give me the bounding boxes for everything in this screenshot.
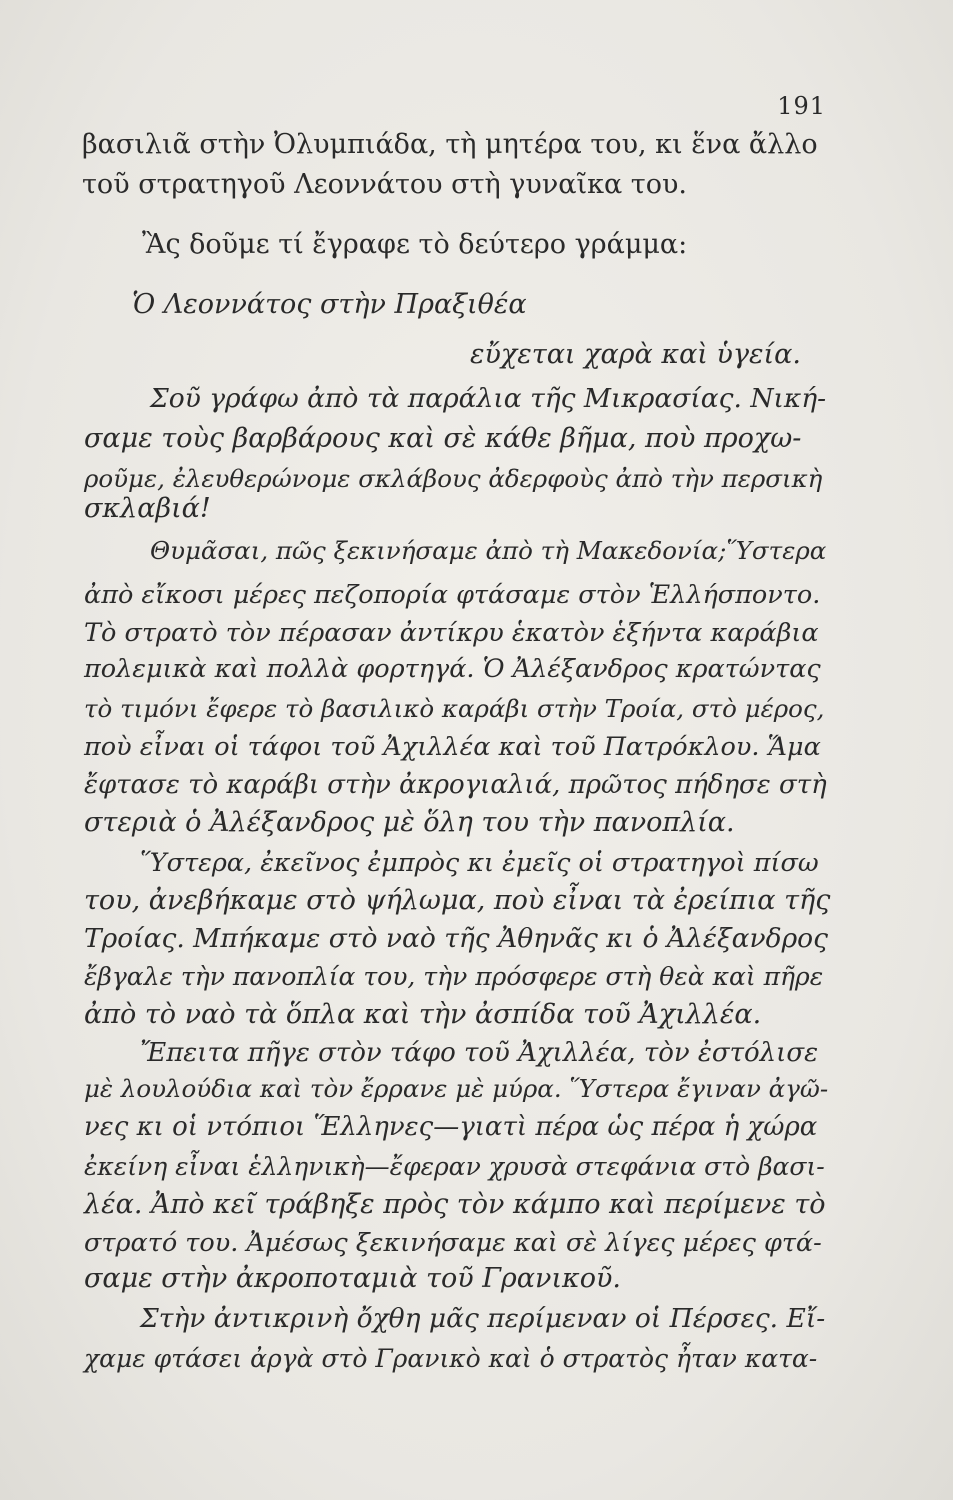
- text-line: ἀπὸ τὸ ναὸ τὰ ὅπλα καὶ τὴν ἀσπίδα τοῦ Ἀχιλλέα.: [84, 999, 762, 1030]
- page-number: 191: [777, 92, 826, 120]
- text-line: σκλαβιά!: [84, 493, 211, 524]
- text-line: ἔφτασε τὸ καράβι στὴν ἀκρογιαλιά, πρῶτος πήδησε στὴ: [84, 770, 827, 800]
- text-line: ἔβγαλε τὴν πανοπλία του, τὴν πρόσφερε στὴ θεὰ καὶ πῆρε: [84, 962, 824, 991]
- text-line: τὸ τιμόνι ἔφερε τὸ βασιλικὸ καράβι στὴν Τροία, στὸ μέρος,: [84, 694, 825, 723]
- text-line: χαμε φτάσει ἀργὰ στὸ Γρανικὸ καὶ ὁ στρατὸς ἦταν κατα-: [84, 1344, 818, 1373]
- letter-salutation: Ὁ Λεοννάτος στὴν Πραξιθέα: [132, 289, 527, 320]
- text-line: Στὴν ἀντικρινὴ ὄχθη μᾶς περίμεναν οἱ Πέρσες. Εἴ-: [140, 1303, 826, 1334]
- text-line: πολεμικὰ καὶ πολλὰ φορτηγά. Ὁ Ἀλέξανδρος κρατώντας: [84, 654, 821, 684]
- text-line: Ἂς δοῦμε τί ἔγραφε τὸ δεύτερο γράμμα:: [142, 229, 688, 260]
- text-line: Σοῦ γράφω ἀπὸ τὰ παράλια τῆς Μικρασίας. Νική-: [150, 383, 827, 414]
- letter-greeting: εὔχεται χαρὰ καὶ ὑγεία.: [470, 339, 801, 370]
- text-line: σαμε στὴν ἀκροποταμιὰ τοῦ Γρανικοῦ.: [84, 1263, 621, 1294]
- text-line: Θυμᾶσαι, πῶς ξεκινήσαμε ἀπὸ τὴ Μακεδονία;Ὕστερα: [150, 536, 827, 565]
- text-line: Τροίας. Μπήκαμε στὸ ναὸ τῆς Ἀθηνᾶς κι ὁ Ἀλέξανδρος: [84, 923, 828, 954]
- text-line: τοῦ στρατηγοῦ Λεοννάτου στὴ γυναῖκα του.: [82, 169, 687, 200]
- text-line: βασιλιᾶ στὴν Ὀλυμπιάδα, τὴ μητέρα του, κι ἕνα ἄλλο: [82, 129, 818, 160]
- text-line: Ὕστερα, ἐκεῖνος ἐμπρὸς κι ἐμεῖς οἱ στρατηγοὶ πίσω: [140, 848, 819, 878]
- text-line: ποὺ εἶναι οἱ τάφοι τοῦ Ἀχιλλέα καὶ τοῦ Πατρόκλου. Ἅμα: [84, 732, 821, 762]
- text-line: λέα. Ἀπὸ κεῖ τράβηξε πρὸς τὸν κάμπο καὶ περίμενε τὸ: [84, 1189, 826, 1220]
- text-line: σαμε τοὺς βαρβάρους καὶ σὲ κάθε βῆμα, ποὺ προχω-: [84, 423, 802, 454]
- text-line: στρατό του. Ἀμέσως ξεκινήσαμε καὶ σὲ λίγες μέρες φτά-: [84, 1228, 822, 1258]
- text-line: Ἔπειτα πῆγε στὸν τάφο τοῦ Ἀχιλλέα, τὸν ἐστόλισε: [140, 1038, 819, 1068]
- text-line: ἐκείνη εἶναι ἑλληνικὴ—ἔφεραν χρυσὰ στεφάνια στὸ βασι-: [84, 1152, 825, 1181]
- text-line: του, ἀνεβήκαμε στὸ ψήλωμα, ποὺ εἶναι τὰ ἐρείπια τῆς: [84, 885, 831, 916]
- text-line: ροῦμε, ἐλευθερώνομε σκλάβους ἀδερφοὺς ἀπὸ τὴν περσικὴ: [84, 464, 823, 493]
- text-line: Τὸ στρατὸ τὸν πέρασαν ἀντίκρυ ἑκατὸν ἑξήντα καράβια: [84, 618, 819, 648]
- text-line: στεριὰ ὁ Ἀλέξανδρος μὲ ὅλη του τὴν πανοπλία.: [84, 807, 735, 838]
- text-line: μὲ λουλούδια καὶ τὸν ἔρρανε μὲ μύρα. Ὕστερα ἔγιναν ἀγῶ-: [84, 1074, 829, 1103]
- text-line: ἀπὸ εἴκοσι μέρες πεζοπορία φτάσαμε στὸν Ἑλλήσποντο.: [84, 580, 821, 610]
- text-line: νες κι οἱ ντόπιοι Ἕλληνες—γιατὶ πέρα ὡς πέρα ἡ χώρα: [84, 1112, 818, 1142]
